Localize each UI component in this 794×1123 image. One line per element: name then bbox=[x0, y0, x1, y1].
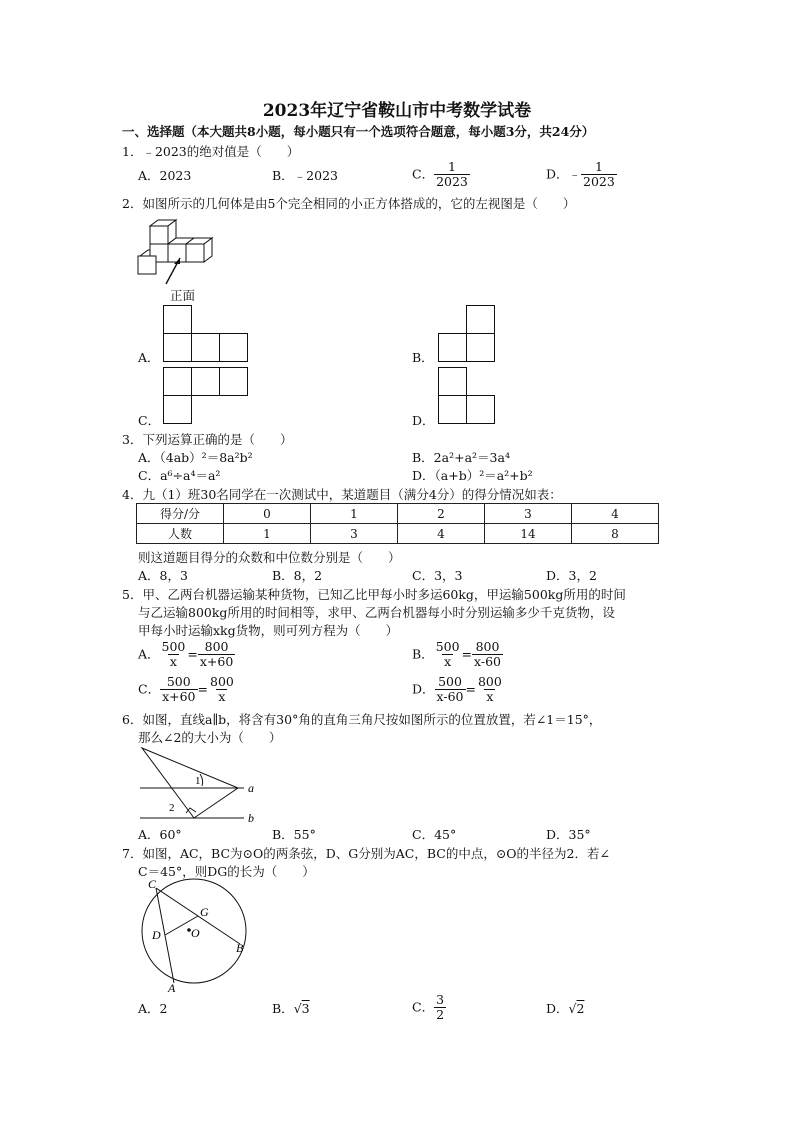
frac-den: 2 bbox=[436, 1007, 445, 1023]
q7-line2: C＝45°，则DG的长为（ ） bbox=[138, 864, 315, 879]
label-b: b bbox=[248, 811, 254, 825]
frac-num: 800 bbox=[204, 639, 229, 654]
q4-stem: 4．九（1）班30名同学在一次测试中，某道题目（满分4分）的得分情况如表： bbox=[122, 487, 562, 502]
q1-c-num: 1 bbox=[448, 159, 456, 174]
q7-option-b[interactable] bbox=[272, 1001, 310, 1016]
q1-c-den: 2023 bbox=[436, 174, 468, 190]
q7-option-c[interactable] bbox=[412, 993, 446, 1023]
frac-den: x+60 bbox=[199, 654, 234, 670]
table-cell: 人数 bbox=[137, 524, 224, 544]
frac-num: 500 bbox=[166, 674, 191, 689]
q5-d-rfrac bbox=[476, 675, 504, 705]
q2-view-d bbox=[438, 367, 496, 425]
q2-option-c[interactable]: C． bbox=[138, 413, 161, 428]
sqrt-sign: √ bbox=[293, 1001, 302, 1016]
q2-option-b[interactable]: B． bbox=[412, 350, 434, 365]
table-cell: 3 bbox=[485, 504, 572, 524]
q5-b-label: B． bbox=[412, 646, 434, 662]
q5-b-rfrac bbox=[472, 640, 503, 670]
q5-option-c[interactable] bbox=[138, 675, 236, 705]
q7-c-frac bbox=[434, 993, 446, 1023]
table-cell: 4 bbox=[572, 504, 659, 524]
q5-c-lfrac bbox=[160, 675, 197, 705]
point-d: D bbox=[152, 928, 161, 942]
q1-d-num: 1 bbox=[594, 159, 603, 174]
q7-circle-figure bbox=[136, 876, 256, 995]
q5-line3: 甲每小时运输xkg货物，则可列方程为（ ） bbox=[138, 623, 399, 638]
point-c: C bbox=[148, 877, 157, 891]
q6-line1: 6．如图，直线a∥b，将含有30°角的直角三角尺按如图所示的位置放置，若∠1＝15°， bbox=[122, 712, 602, 727]
section-heading: 一、选择题（本大题共8小题，每小题只有一个选项符合题意，每小题3分，共24分） bbox=[122, 124, 595, 139]
page-title: 2023年辽宁省鞍山市中考数学试卷 bbox=[262, 101, 532, 121]
q5-a-label: A． bbox=[138, 646, 160, 662]
q4-option-a[interactable]: A．8，3 bbox=[138, 568, 188, 583]
q4-question: 则这道题目得分的众数和中位数分别是（ ） bbox=[138, 550, 401, 565]
frac-num: 3 bbox=[436, 992, 445, 1007]
frac-num: 500 bbox=[435, 639, 460, 654]
q6-line2: 那么∠2的大小为（ ） bbox=[138, 730, 282, 745]
q2-view-a bbox=[163, 305, 249, 363]
q2-view-c bbox=[163, 367, 249, 425]
table-row bbox=[137, 504, 659, 524]
point-g: G bbox=[200, 905, 209, 919]
q6-option-c[interactable]: C．45° bbox=[412, 827, 457, 842]
q2-option-a[interactable]: A． bbox=[138, 350, 160, 365]
q5-d-lfrac bbox=[435, 675, 466, 705]
q1-c-frac bbox=[434, 160, 470, 190]
table-cell: 0 bbox=[224, 504, 311, 524]
label-angle-1: 1 bbox=[195, 775, 201, 787]
q5-option-d[interactable] bbox=[412, 675, 504, 705]
q5-option-b[interactable] bbox=[412, 640, 503, 670]
radicand: 3 bbox=[301, 1001, 310, 1016]
q7-option-a[interactable]: A．2 bbox=[138, 1001, 168, 1016]
table-cell: 3 bbox=[311, 524, 398, 544]
q6-figure bbox=[140, 746, 270, 826]
frac-den: x-60 bbox=[436, 689, 464, 705]
frac-den: x bbox=[218, 689, 226, 705]
q6-option-a[interactable]: A．60° bbox=[138, 827, 182, 842]
equals-sign: = bbox=[465, 681, 476, 697]
equals-sign: = bbox=[187, 646, 198, 662]
q3-option-b[interactable]: B．2a²+a²＝3a⁴ bbox=[412, 450, 510, 465]
q4-score-table bbox=[136, 503, 659, 544]
q3-option-a[interactable]: A．（4ab）²＝8a²b² bbox=[138, 450, 253, 465]
q1-stem: 1．﹣2023的绝对值是（ ） bbox=[122, 144, 300, 159]
q2-view-b bbox=[438, 305, 496, 363]
radicand: 2 bbox=[576, 1001, 585, 1016]
q4-option-d[interactable]: D．3，2 bbox=[546, 568, 597, 583]
frac-num: 500 bbox=[438, 674, 462, 689]
q5-option-a[interactable] bbox=[138, 640, 235, 670]
table-cell: 8 bbox=[572, 524, 659, 544]
q2-stem: 2．如图所示的几何体是由5个完全相同的小正方体搭成的，它的左视图是（ ） bbox=[122, 196, 576, 211]
point-a: A bbox=[168, 981, 176, 995]
table-cell: 1 bbox=[311, 504, 398, 524]
sqrt-sign: √ bbox=[568, 1001, 577, 1016]
q5-d-label: D． bbox=[412, 681, 435, 697]
q6-option-b[interactable]: B．55° bbox=[272, 827, 316, 842]
q5-a-rfrac bbox=[198, 640, 235, 670]
label-a: a bbox=[248, 781, 254, 795]
frac-num: 800 bbox=[477, 674, 502, 689]
q5-line2: 与乙运输800kg所用的时间相等，求甲、乙两台机器每小时分别运输多少千克货物，设 bbox=[138, 605, 615, 620]
q6-option-d[interactable]: D．35° bbox=[546, 827, 591, 842]
q7-line1: 7．如图，AC，BC为⊙O的两条弦，D、G分别为AC，BC的中点，⊙O的半径为2．若∠ bbox=[122, 846, 610, 861]
q2-cubes-figure bbox=[136, 214, 226, 284]
q3-stem: 3．下列运算正确的是（ ） bbox=[122, 432, 293, 447]
table-row bbox=[137, 524, 659, 544]
q5-line1: 5．甲、乙两台机器运输某种货物，已知乙比甲每小时多运60kg，甲运输500kg所用的时间 bbox=[122, 587, 626, 602]
q5-a-lfrac bbox=[160, 640, 188, 670]
q1-d-label: D．﹣ bbox=[546, 166, 582, 182]
table-cell: 14 bbox=[485, 524, 572, 544]
q7-d-label: D． bbox=[546, 1001, 569, 1016]
q1-option-a[interactable]: A．2023 bbox=[138, 168, 192, 183]
point-b: B bbox=[236, 941, 244, 955]
equals-sign: = bbox=[461, 646, 473, 662]
q2-option-d[interactable]: D． bbox=[412, 413, 435, 428]
q1-d-frac bbox=[581, 160, 617, 190]
q1-option-d[interactable] bbox=[546, 160, 617, 190]
frac-den: x bbox=[486, 689, 494, 705]
q1-c-label: C． bbox=[412, 166, 435, 182]
q7-option-d[interactable] bbox=[546, 1001, 584, 1016]
frac-den: x+60 bbox=[162, 689, 196, 705]
label-angle-2: 2 bbox=[169, 802, 175, 814]
point-o: O bbox=[191, 926, 200, 940]
q1-option-b[interactable]: B．﹣2023 bbox=[272, 168, 338, 183]
table-cell: 1 bbox=[224, 524, 311, 544]
frac-den: x bbox=[444, 654, 452, 670]
frac-den: x-60 bbox=[474, 654, 501, 670]
q2-front-label: 正面 bbox=[170, 288, 196, 303]
q3-option-d[interactable]: D．（a+b）²＝a²+b² bbox=[412, 468, 533, 483]
q1-d-den: 2023 bbox=[583, 174, 615, 190]
q4-option-b[interactable]: B．8，2 bbox=[272, 568, 323, 583]
table-cell: 2 bbox=[398, 504, 485, 524]
equals-sign: = bbox=[197, 681, 208, 697]
q5-c-rfrac bbox=[208, 675, 236, 705]
frac-num: 800 bbox=[210, 674, 234, 689]
frac-num: 800 bbox=[475, 639, 500, 654]
frac-num: 500 bbox=[161, 639, 186, 654]
frac-den: x bbox=[169, 654, 177, 670]
q3-option-c[interactable]: C．a⁶÷a⁴＝a² bbox=[138, 468, 221, 483]
q4-option-c[interactable]: C．3，3 bbox=[412, 568, 463, 583]
q7-b-label: B． bbox=[272, 1001, 294, 1016]
q5-c-label: C． bbox=[138, 681, 161, 697]
q1-option-c[interactable] bbox=[412, 160, 470, 190]
q5-b-lfrac bbox=[434, 640, 462, 670]
q7-c-label: C． bbox=[412, 999, 435, 1015]
table-cell: 得分/分 bbox=[137, 504, 224, 524]
table-cell: 4 bbox=[398, 524, 485, 544]
